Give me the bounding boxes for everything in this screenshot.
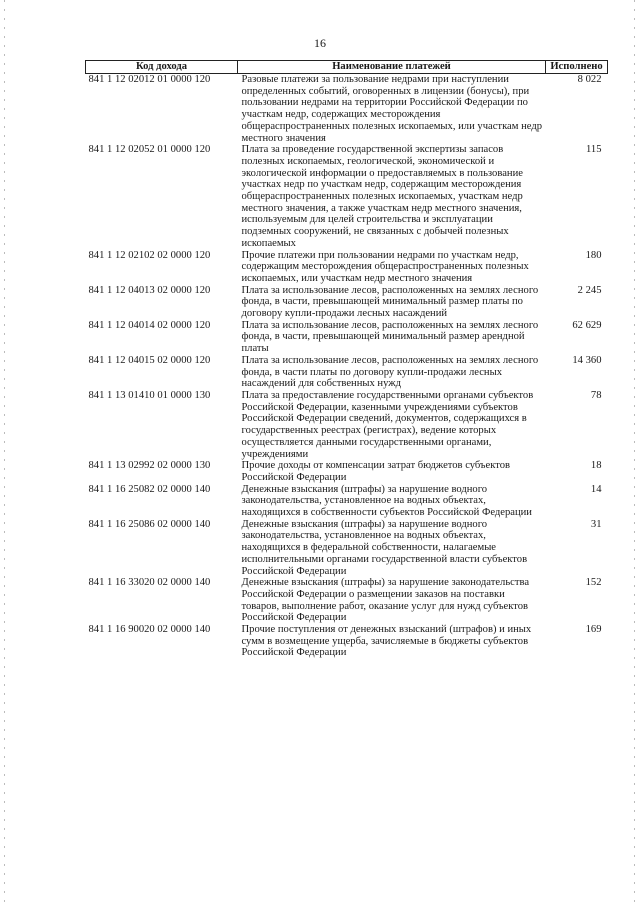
row-payment-name: Плата за использование лесов, расположенных на землях лесного фонда, в части платы по договору купли-продажи лесных насаждений для собственных нужд [241, 354, 539, 390]
row-income-code: 841 1 12 02012 01 0000 120 [88, 74, 211, 85]
column-header-amount: Исполнено [546, 61, 608, 74]
row-executed-amount: 180 [585, 249, 602, 261]
row-payment-name: Разовые платежи за пользование недрами при наступлении определенных событий, оговоренных в лицензии (бонусы), при пользовании недрами на территории Российской Федерации по участкам недр, содержащих месторождения общераспространенных полезных ископаемых, или участкам недр местного значения [241, 74, 543, 144]
row-payment-name: Прочие поступления от денежных взысканий (штрафов) и иных сумм в возмещение ущерба, зачисляемые в бюджеты субъектов Российской Федерации [241, 624, 532, 659]
row-income-code: 841 1 12 02102 02 0000 120 [88, 249, 211, 261]
row-executed-amount: 14 [590, 483, 602, 495]
row-payment-name: Плата за предоставление государственными органами субъектов Российской Федерации, казенными учреждениями субъектов Российской Федерации сведений, документов, содержащихся в государственных реестрах (регистрах), ведение которых осуществляется данными государственными органами, учреждениями [241, 389, 534, 460]
row-executed-amount: 152 [585, 577, 602, 589]
row-income-code: 841 1 12 04015 02 0000 120 [88, 354, 211, 366]
row-payment-name: Денежные взыскания (штрафы) за нарушение водного законодательства, установленное на водных объектах, находящихся в федеральной собственности, налагаемые исполнительными органами государственной власти субъектов Российской Федерации [241, 518, 528, 577]
table-row [86, 519, 608, 578]
row-executed-amount: 8 022 [577, 74, 602, 85]
row-payment-name: Прочие доходы от компенсации затрат бюджетов субъектов Российской Федерации [241, 460, 511, 483]
row-income-code: 841 1 12 04013 02 0000 120 [88, 284, 211, 296]
table-row [86, 320, 608, 355]
column-header-name: Наименование платежей [238, 61, 546, 74]
table-row [86, 144, 608, 249]
row-income-code: 841 1 13 01410 01 0000 130 [88, 389, 211, 401]
table-row [86, 624, 608, 659]
table-row [86, 285, 608, 320]
row-payment-name: Плата за проведение государственной экспертизы запасов полезных ископаемых, геологической, экономической и экологической информации о предоставляемых в пользование участках недр по участкам недр, содержащим месторождения общераспространенных полезных ископаемых, участкам недр местного значения, а также участкам недр местного значения, используемым для целей строительства и эксплуатации подземных сооружений, не связанных с добычей полезных ископаемых [241, 144, 523, 249]
row-payment-name: Плата за использование лесов, расположенных на землях лесного фонда, в части, превышающей минимальный размер арендной платы [241, 319, 539, 355]
row-executed-amount: 78 [590, 389, 602, 401]
row-payment-name: Плата за использование лесов, расположенных на землях лесного фонда, в части, превышающей минимальный размер платы по договору купли-продажи лесных насаждений [241, 284, 539, 320]
row-executed-amount: 18 [590, 460, 602, 472]
left-edge-scan-mark [4, 0, 5, 905]
row-income-code: 841 1 12 02052 01 0000 120 [88, 144, 211, 156]
row-executed-amount: 62 629 [572, 319, 602, 331]
table-row [86, 577, 608, 624]
row-income-code: 841 1 12 04014 02 0000 120 [88, 319, 211, 331]
table-row [86, 484, 608, 519]
table-header-row [86, 61, 608, 74]
income-table [85, 60, 608, 659]
row-executed-amount: 169 [585, 624, 602, 636]
row-income-code: 841 1 13 02992 02 0000 130 [88, 460, 211, 472]
table-body [86, 74, 608, 660]
row-executed-amount: 2 245 [577, 284, 602, 296]
table-row [86, 390, 608, 460]
table-row [86, 355, 608, 390]
table-row [86, 250, 608, 285]
row-income-code: 841 1 16 25082 02 0000 140 [88, 483, 211, 495]
row-income-code: 841 1 16 90020 02 0000 140 [88, 624, 211, 636]
column-header-code: Код дохода [86, 61, 238, 74]
row-executed-amount: 14 360 [572, 354, 602, 366]
row-executed-amount: 31 [590, 518, 602, 530]
row-income-code: 841 1 16 25086 02 0000 140 [88, 518, 211, 530]
row-payment-name: Денежные взыскания (штрафы) за нарушение законодательства Российской Федерации о размещении заказов на поставки товаров, выполнение работ, оказание услуг для нужд субъектов Российской Федерации [241, 577, 530, 624]
row-executed-amount: 115 [586, 144, 602, 156]
right-edge-scan-mark [634, 0, 635, 905]
table-row [86, 74, 608, 145]
row-payment-name: Прочие платежи при пользовании недрами по участкам недр, содержащим месторождения общераспространенных полезных ископаемых, или участкам недр местного значения [241, 249, 529, 284]
row-payment-name: Денежные взыскания (штрафы) за нарушение водного законодательства, установленное на водных объектах, находящихся в собственности субъектов Российской Федерации [241, 483, 532, 519]
row-income-code: 841 1 16 33020 02 0000 140 [88, 577, 211, 589]
table-row [86, 460, 608, 483]
page-number: 16 [314, 36, 326, 50]
